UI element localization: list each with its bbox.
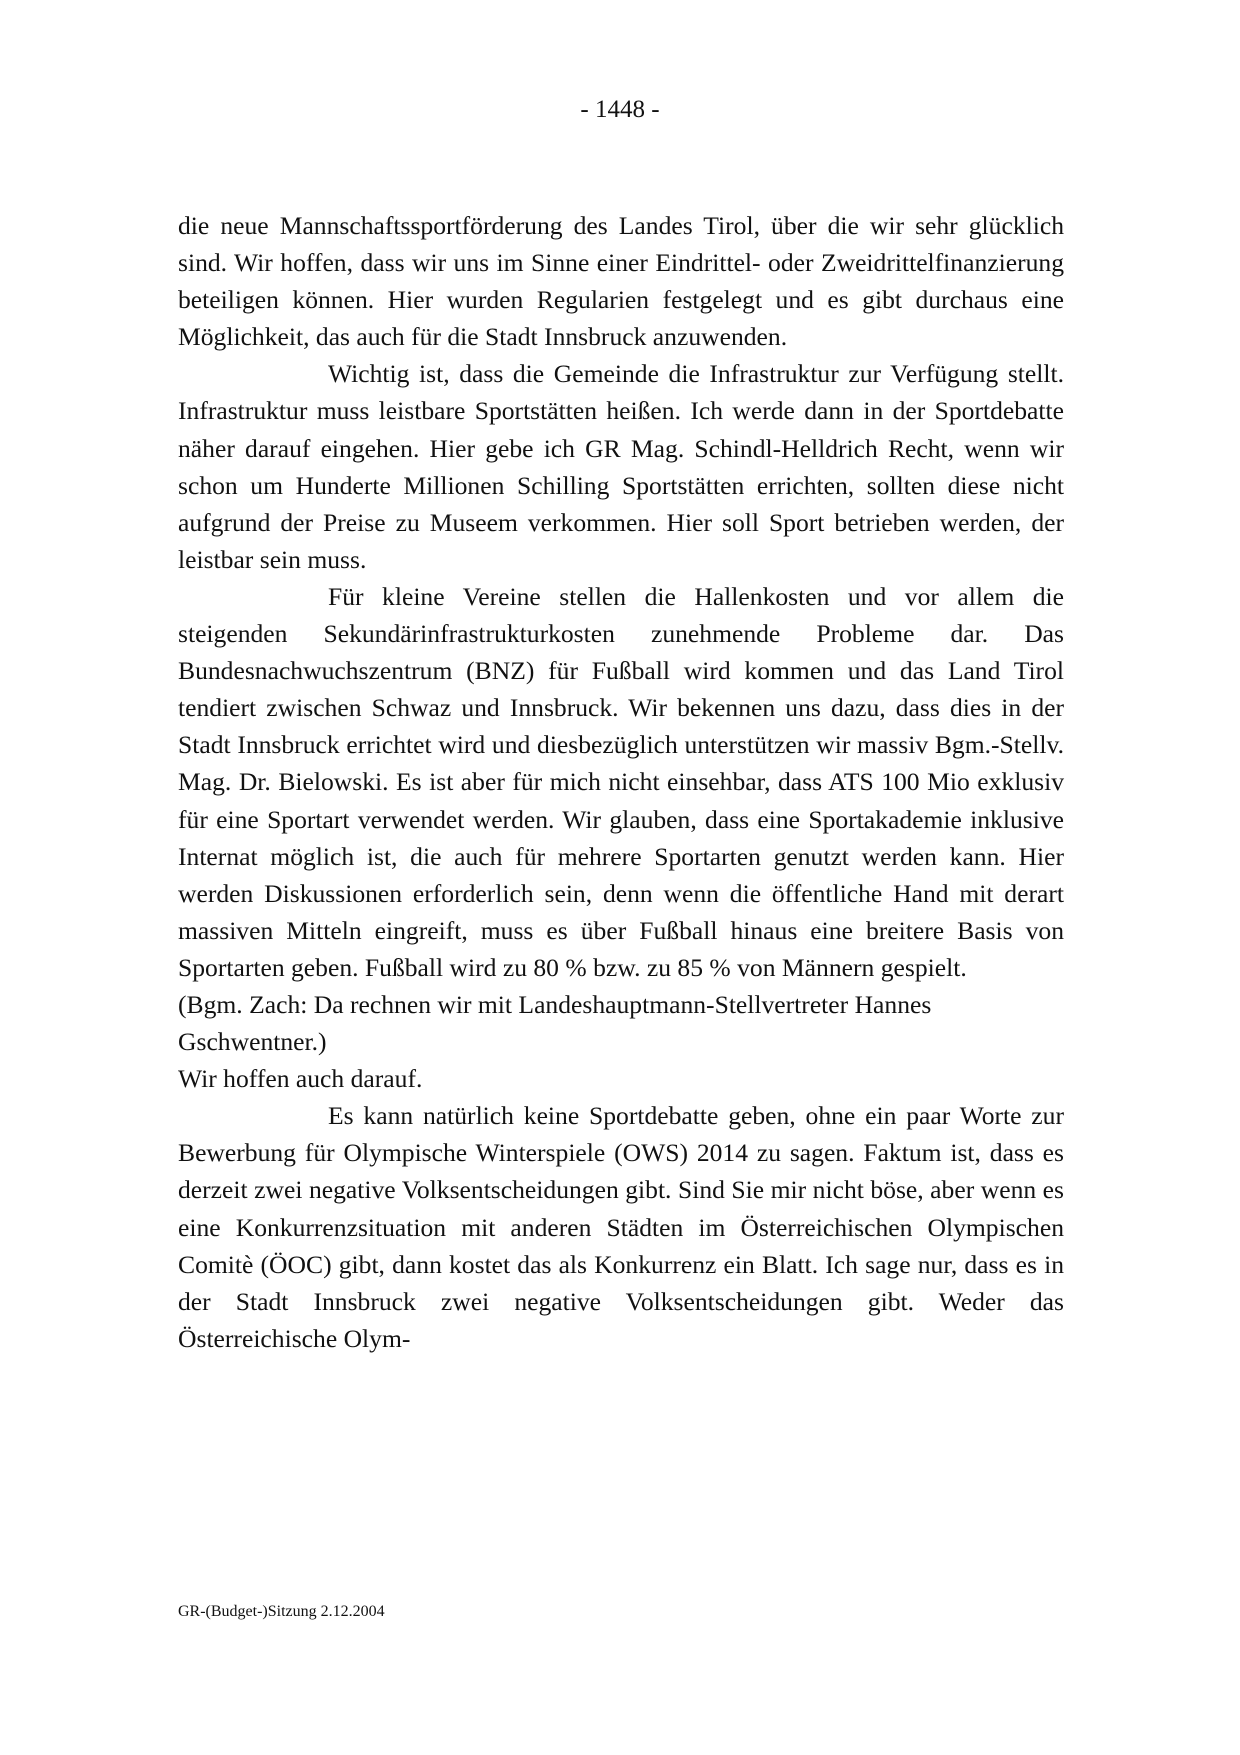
- paragraph-infrastructure: Wichtig ist, dass die Gemeinde die Infrastruktur zur Verfügung stellt. Infrastruktur muss leistbare Sportstätten heißen. Ich werde dann in der Sportdebatte näher darauf eingehen. Hier gebe ich GR Mag. Schindl-Helldrich Recht, wenn wir schon um Hunderte Millionen Schilling Sportstätten errichten, sollten diese nicht aufgrund der Preise zu Museem verkommen. Hier soll Sport betrieben werden, der leistbar sein muss.: [178, 359, 1064, 574]
- paragraph-continuation: die neue Mannschaftssportförderung des Landes Tirol, über die wir sehr glücklich sind. Wir hoffen, dass wir uns im Sinne einer Eindrittel- oder Zweidrittelfinanzierung beteiligen können. Hier wurden Regularien festgelegt und es gibt durchaus eine Möglichkeit, das auch für die Stadt Innsbruck anzuwenden.: [178, 211, 1064, 352]
- page-number: - 1448 -: [580, 96, 660, 123]
- footer-session-label: GR-(Budget-)Sitzung 2.12.2004: [178, 1603, 385, 1620]
- paragraph-clubs-bnz: Für kleine Vereine stellen die Hallenkosten und vor allem die steigenden Sekundärinfrastrukturkosten zunehmende Probleme dar. Das Bundesnachwuchszentrum (BNZ) für Fußball wird kommen und das Land Tirol tendiert zwischen Schwaz und Innsbruck. Wir bekennen uns dazu, dass dies in der Stadt Innsbruck errichtet wird und diesbezüglich unterstützen wir massiv Bgm.-Stellv. Mag. Dr. Bielowski. Es ist aber für mich nicht einsehbar, dass ATS 100 Mio exklusiv für eine Sportart verwendet werden. Wir glauben, dass eine Sportakademie inklusive Internat möglich ist, die auch für mehrere Sportarten genutzt werden kann. Hier werden Diskussionen erforderlich sein, denn wenn die öffentliche Hand mit derart massiven Mitteln eingreift, muss es über Fußball hinaus eine breitere Basis von Sportarten geben. Fußball wird zu 80 % bzw. zu 85 % von Männern gespielt.: [178, 581, 1064, 982]
- paragraph-olympics: Es kann natürlich keine Sportdebatte geben, ohne ein paar Worte zur Bewerbung für Olympische Winterspiele (OWS) 2014 zu sagen. Faktum ist, dass es derzeit zwei negative Volksentscheidungen gibt. Sind Sie mir nicht böse, aber wenn es eine Konkurrenzsituation mit anderen Städten im Österreichischen Olympischen Comitè (ÖOC) gibt, dann kostet das als Konkurrenz ein Blatt. Ich sage nur, dass es in der Stadt Innsbruck zwei negative Volksentscheidungen gibt. Weder das Österreichische Olym-: [178, 1101, 1064, 1353]
- paragraph-reply: Wir hoffen auch darauf.: [178, 1064, 423, 1094]
- interjection-mayor: (Bgm. Zach: Da rechnen wir mit Landeshauptmann-Stellvertreter Hannes Gschwentner.): [178, 989, 932, 1057]
- document-body: [178, 207, 1064, 1357]
